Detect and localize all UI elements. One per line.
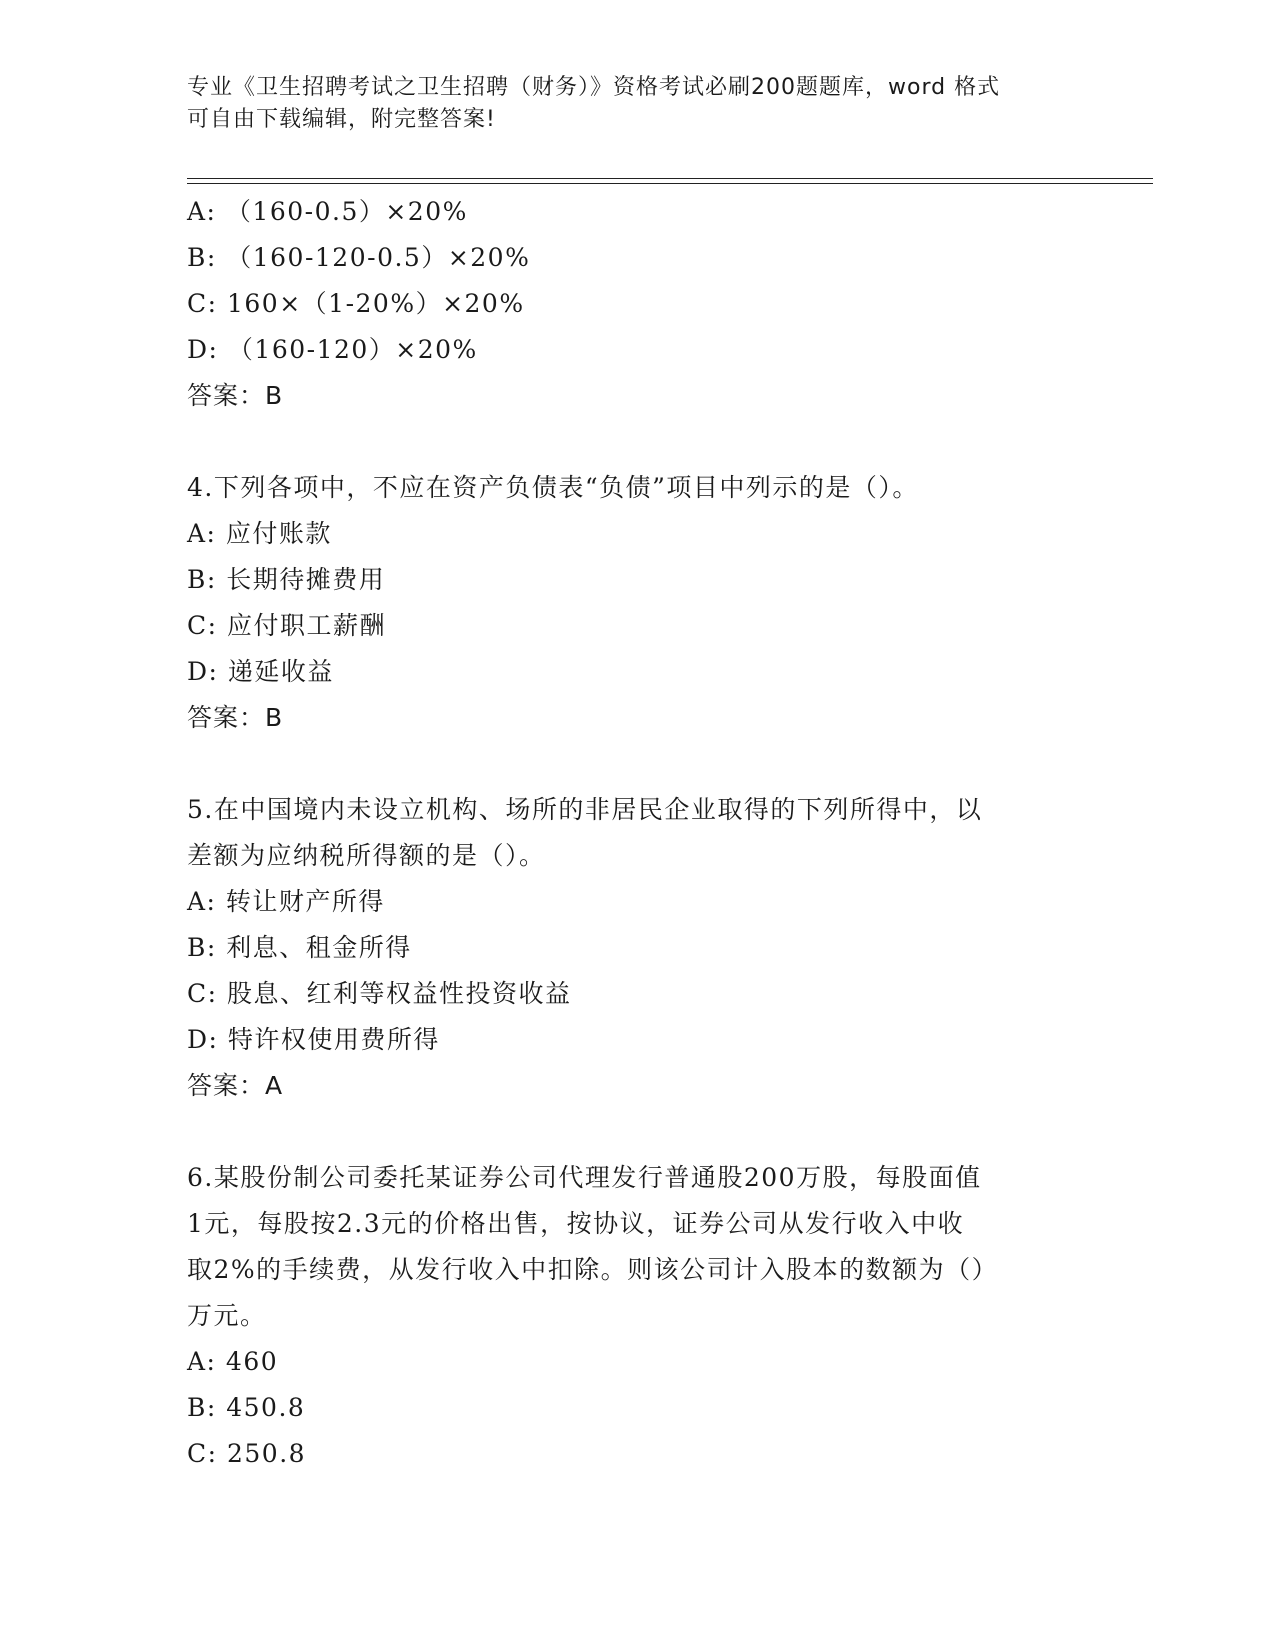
option-b: B: 长期待摊费用 <box>187 565 386 594</box>
option-c: C: 应付职工薪酬 <box>187 611 386 640</box>
header-divider-top <box>187 178 1153 179</box>
question-stem-line: 万元。 <box>187 1301 267 1330</box>
answer-line: 答案：B <box>187 381 284 410</box>
option-a: A: 转让财产所得 <box>187 887 385 916</box>
question-stem-line: 取2%的手续费，从发行收入中扣除。则该公司计入股本的数额为（） <box>187 1255 999 1284</box>
option-b: B: （160-120-0.5）×20% <box>187 243 531 272</box>
option-d: D: （160-120）×20% <box>187 335 478 364</box>
header-divider-bottom <box>187 183 1153 184</box>
question-stem-line: 差额为应纳税所得额的是（）。 <box>187 841 546 870</box>
question-stem-line: 6.某股份制公司委托某证券公司代理发行普通股200万股，每股面值 <box>187 1163 982 1192</box>
option-a: A: （160-0.5）×20% <box>187 197 468 226</box>
option-c: C: 160×（1-20%）×20% <box>187 289 525 318</box>
spacer <box>187 1109 1087 1155</box>
spacer <box>187 419 1087 465</box>
option-a: A: 460 <box>187 1347 279 1376</box>
option-c: C: 250.8 <box>187 1439 307 1468</box>
question-5 <box>187 787 1087 1109</box>
answer-line: 答案：A <box>187 1071 284 1100</box>
option-b: B: 450.8 <box>187 1393 306 1422</box>
header-line-2: 可自由下载编辑，附完整答案! <box>187 107 496 132</box>
document-header <box>187 72 1067 136</box>
question-stem: 4.下列各项中，不应在资产负债表“负债”项目中列示的是（）。 <box>187 473 919 502</box>
answer-line: 答案：B <box>187 703 284 732</box>
option-c: C: 股息、红利等权益性投资收益 <box>187 979 572 1008</box>
question-3 <box>187 189 1087 419</box>
option-d: D: 递延收益 <box>187 657 334 686</box>
option-b: B: 利息、租金所得 <box>187 933 412 962</box>
option-d: D: 特许权使用费所得 <box>187 1025 440 1054</box>
question-stem-line: 1元，每股按2.3元的价格出售，按协议，证券公司从发行收入中收 <box>187 1209 965 1238</box>
header-line-1: 专业《卫生招聘考试之卫生招聘（财务）》资格考试必刷200题题库，word 格式 <box>187 75 1001 100</box>
spacer <box>187 741 1087 787</box>
question-list <box>187 189 1087 1477</box>
question-6 <box>187 1155 1087 1477</box>
option-a: A: 应付账款 <box>187 519 332 548</box>
question-4 <box>187 465 1087 741</box>
question-stem-line: 5.在中国境内未设立机构、场所的非居民企业取得的下列所得中，以 <box>187 795 983 824</box>
